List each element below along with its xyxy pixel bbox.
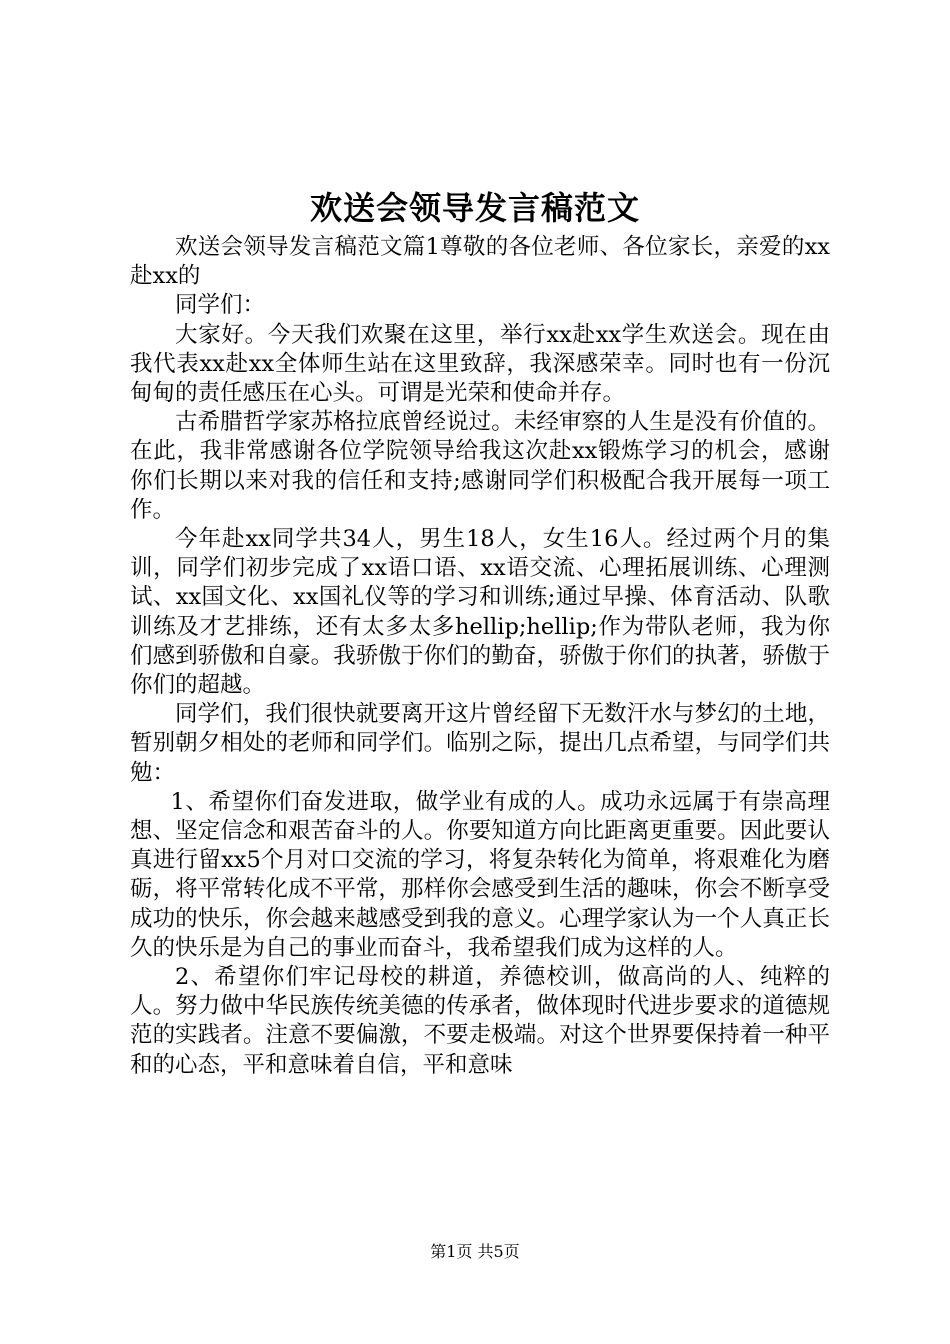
- document-title: 欢送会领导发言稿范文: [309, 189, 640, 227]
- paragraph-socrates: 古希腊哲学家苏格拉底曾经说过。未经审察的人生是没有价值的。在此，我非常感谢各位学院领导给我这次赴xx锻炼学习的机会，感谢你们长期以来对我的信任和支持;感谢同学们积极配合我开展每一项工作。: [130, 409, 830, 523]
- paragraph-hope-1: 1、希望你们奋发进取，做学业有成的人。成功永远属于有崇高理想、坚定信念和艰苦奋斗的人。你要知道方向比距离更重要。因此要认真进行留xx5个月对口交流的学习，将复杂转化为简单，将艰难化为磨砺，将平常转化成不平常，那样你会感受到生活的趣味，你会不断享受成功的快乐，你会越来越感受到我的意义。心理学家认为一个人真正长久的快乐是为自己的事业而奋斗，我希望我们成为这样的人。: [130, 788, 830, 961]
- paragraph-intro: 欢送会领导发言稿范文篇1尊敬的各位老师、各位家长，亲爱的xx赴xx的: [130, 234, 830, 290]
- paragraph-training: 今年赴xx同学共34人，男生18人，女生16人。经过两个月的集训，同学们初步完成了xx语口语、xx语交流、心理拓展训练、心理测试、xx国文化、xx国礼仪等的学习和训练;通过早操、体育活动、队歌训练及才艺排练，还有太多太多hellip;hellip;作为带队老师，我为你们感到骄傲和自豪。我骄傲于你们的勤奋，骄傲于你们的执著，骄傲于你们的超越。: [130, 526, 830, 699]
- paragraph-hope-2: 2、希望你们牢记母校的耕道，养德校训，做高尚的人、纯粹的人。努力做中华民族传统美德的传承者，做体现时代进步要求的道德规范的实践者。注意不要偏激，不要走极端。对这个世界要保持着一种平和的心态，平和意味着自信，平和意味: [130, 964, 830, 1078]
- paragraph-farewell: 同学们，我们很快就要离开这片曾经留下无数汗水与梦幻的土地，暂别朝夕相处的老师和同学们。临别之际，提出几点希望，与同学们共勉：: [130, 701, 830, 786]
- paragraph-salutation: 同学们：: [175, 292, 266, 319]
- document-body: [130, 233, 830, 1080]
- paragraph-greeting: 大家好。今天我们欢聚在这里，举行xx赴xx学生欢送会。现在由我代表xx赴xx全体师生站在这里致辞，我深感荣幸。同时也有一份沉甸甸的责任感压在心头。可谓是光荣和使命并存。: [130, 321, 830, 407]
- page-number-footer: 第1页 共5页: [430, 1242, 520, 1261]
